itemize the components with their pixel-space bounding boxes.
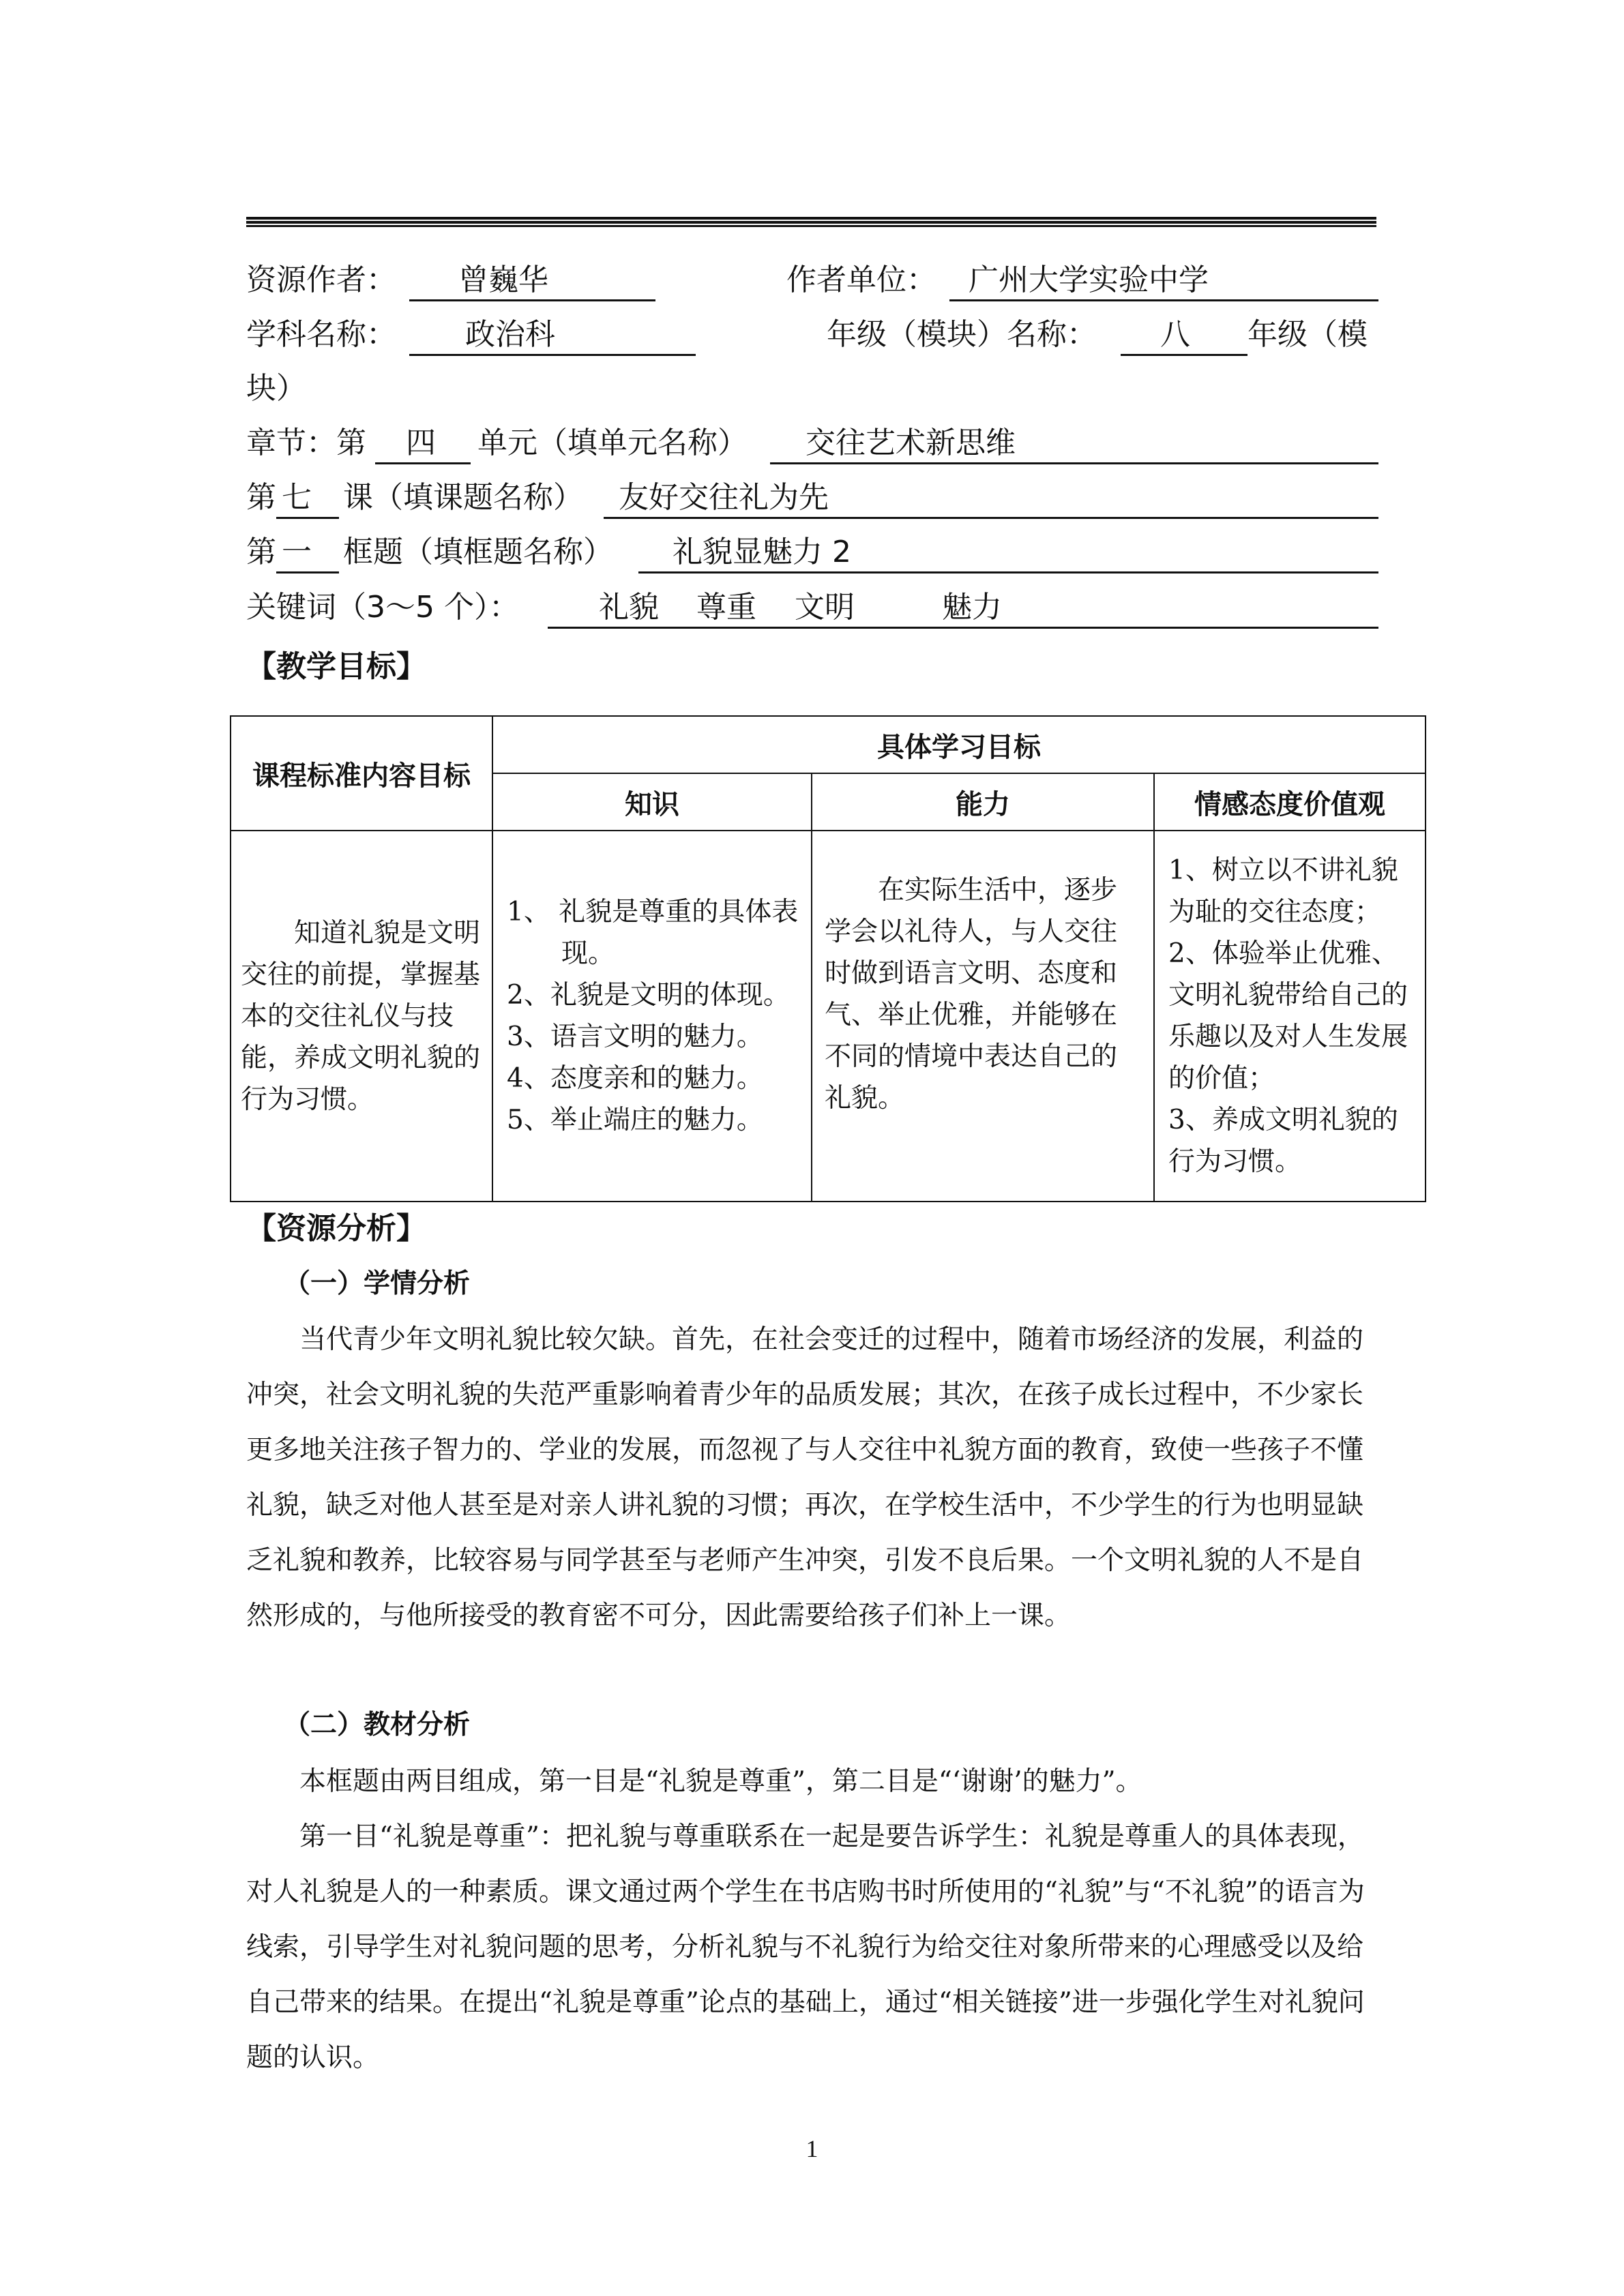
knowledge-cell [492, 831, 812, 1202]
lesson-prefix: 第 [246, 480, 276, 515]
textbook-para-2: 第一目“礼貌是尊重”：把礼貌与尊重联系在一起是要告诉学生：礼貌是尊重人的具体表现，对人礼貌是人的一种素质。课文通过两个学生在书店购书时所使用的“礼貌”与“不礼貌”的语言为线索，引导学生对礼貌问题的思考，分析礼貌与不礼貌行为给交往对象所带来的心理感受以及给自己带来的结果。在提出“礼貌是尊重”论点的基础上，通过“相关链接”进一步强化学生对礼貌问题的认识。 [246, 1821, 1365, 2073]
standard-text: 知道礼貌是文明交往的前提，掌握基本的交往礼仪与技能，养成文明礼貌的行为习惯。 [241, 917, 481, 1115]
knowledge-item: 3、语言文明的魅力。 [507, 1022, 763, 1052]
grade-suffix-wrap: 块） [246, 371, 306, 406]
frame-prefix: 第 [246, 535, 276, 569]
frame-num-field [276, 532, 339, 573]
knowledge-item: 1、 礼貌是尊重的具体表现。 [507, 897, 799, 969]
author-value: 曾巍华 [458, 263, 548, 297]
chapter-num-field [375, 423, 471, 464]
keywords-field [548, 587, 1378, 629]
frame-mid: 框题（填框题名称） [343, 535, 613, 569]
ability-cell [812, 831, 1154, 1202]
ability-text: 在实际生活中，逐步学会以礼待人，与人交往时做到语言文明、态度和气、举止优雅，并能够在不同的情境中表达自己的礼貌。 [825, 875, 1118, 1114]
page-number: 1 [806, 2135, 818, 2162]
chapter-name-field [770, 423, 1378, 464]
lesson-num-field [276, 477, 339, 519]
col-attitude-header: 情感态度价值观 [1154, 773, 1426, 831]
objectives-table [230, 715, 1426, 1202]
grade-label: 年级（模块）名称： [827, 317, 1097, 352]
chapter-name: 交往艺术新思维 [806, 426, 1016, 460]
attitude-cell [1154, 831, 1426, 1202]
unit-label: 作者单位： [786, 263, 936, 297]
author-field [409, 260, 655, 301]
col-standard-header: 课程标准内容目标 [231, 716, 492, 831]
goals-heading: 【教学目标】 [246, 649, 426, 684]
knowledge-item: 2、礼貌是文明的体现。 [507, 980, 790, 1011]
grade-value: 八 [1160, 317, 1190, 352]
lesson-num: 七 [282, 480, 312, 515]
student-analysis-text: 当代青少年文明礼貌比较欠缺。首先，在社会变迁的过程中，随着市场经济的发展，利益的冲突，社会文明礼貌的失范严重影响着青少年的品质发展；其次，在孩子成长过程中，不少家长更多地关注孩子智力的、学业的发展，而忽视了与人交往中礼貌方面的教育，致使一些孩子不懂礼貌，缺乏对他人甚至是对亲人讲礼貌的习惯；再次，在学校生活中，不少学生的行为也明显缺乏礼貌和教养，比较容易与同学甚至与老师产生冲突，引发不良后果。一个文明礼貌的人不是自然形成的，与他所接受的教育密不可分，因此需要给孩子们补上一课。 [246, 1324, 1364, 1631]
keyword-item: 魅力 [942, 590, 1002, 625]
keyword-item: 文明 [795, 590, 855, 625]
frame-name-field [638, 532, 1378, 573]
col-ability-header: 能力 [812, 773, 1154, 831]
unit-value: 广州大学实验中学 [969, 263, 1209, 297]
grade-field [1121, 314, 1247, 356]
frame-name: 礼貌显魅力 2 [673, 535, 851, 569]
keywords-label: 关键词（3～5 个）： [246, 590, 519, 625]
analysis-heading: 【资源分析】 [246, 1211, 426, 1246]
author-label: 资源作者： [246, 263, 396, 297]
col-specific-header: 具体学习目标 [492, 716, 1426, 773]
chapter-num: 四 [406, 426, 436, 460]
header-rule [246, 217, 1376, 227]
chapter-mid: 单元（填单元名称） [477, 426, 748, 460]
textbook-analysis-body [246, 1754, 1378, 2085]
lesson-name-field [604, 477, 1378, 519]
attitude-item: 1、树立以不讲礼貌为耻的交往态度； [1168, 855, 1398, 927]
subject-value: 政治科 [465, 317, 555, 352]
student-analysis-heading: （一）学情分析 [284, 1268, 471, 1299]
subject-field [409, 314, 696, 356]
lesson-name: 友好交往礼为先 [619, 480, 829, 515]
student-analysis-body [246, 1312, 1378, 1643]
keyword-item: 尊重 [696, 590, 756, 625]
knowledge-item: 4、态度亲和的魅力。 [507, 1063, 763, 1094]
standard-cell [231, 831, 492, 1202]
textbook-analysis-heading: （二）教材分析 [284, 1710, 471, 1740]
frame-num: 一 [282, 535, 312, 569]
attitude-item: 3、养成文明礼貌的行为习惯。 [1168, 1105, 1398, 1177]
attitude-item: 2、体验举止优雅、文明礼貌带给自己的乐趣以及对人生发展的价值； [1168, 938, 1408, 1094]
textbook-para-1: 本框题由两目组成，第一目是“礼貌是尊重”，第二目是“‘谢谢’的魅力”。 [299, 1766, 1142, 1797]
subject-label: 学科名称： [246, 317, 396, 352]
col-knowledge-header: 知识 [492, 773, 812, 831]
keyword-item: 礼貌 [599, 590, 659, 625]
knowledge-item: 5、举止端庄的魅力。 [507, 1105, 763, 1135]
grade-suffix: 年级（模 [1247, 317, 1368, 352]
chapter-prefix: 章节：第 [246, 426, 366, 460]
lesson-mid: 课（填课题名称） [343, 480, 583, 515]
unit-field [949, 260, 1378, 301]
